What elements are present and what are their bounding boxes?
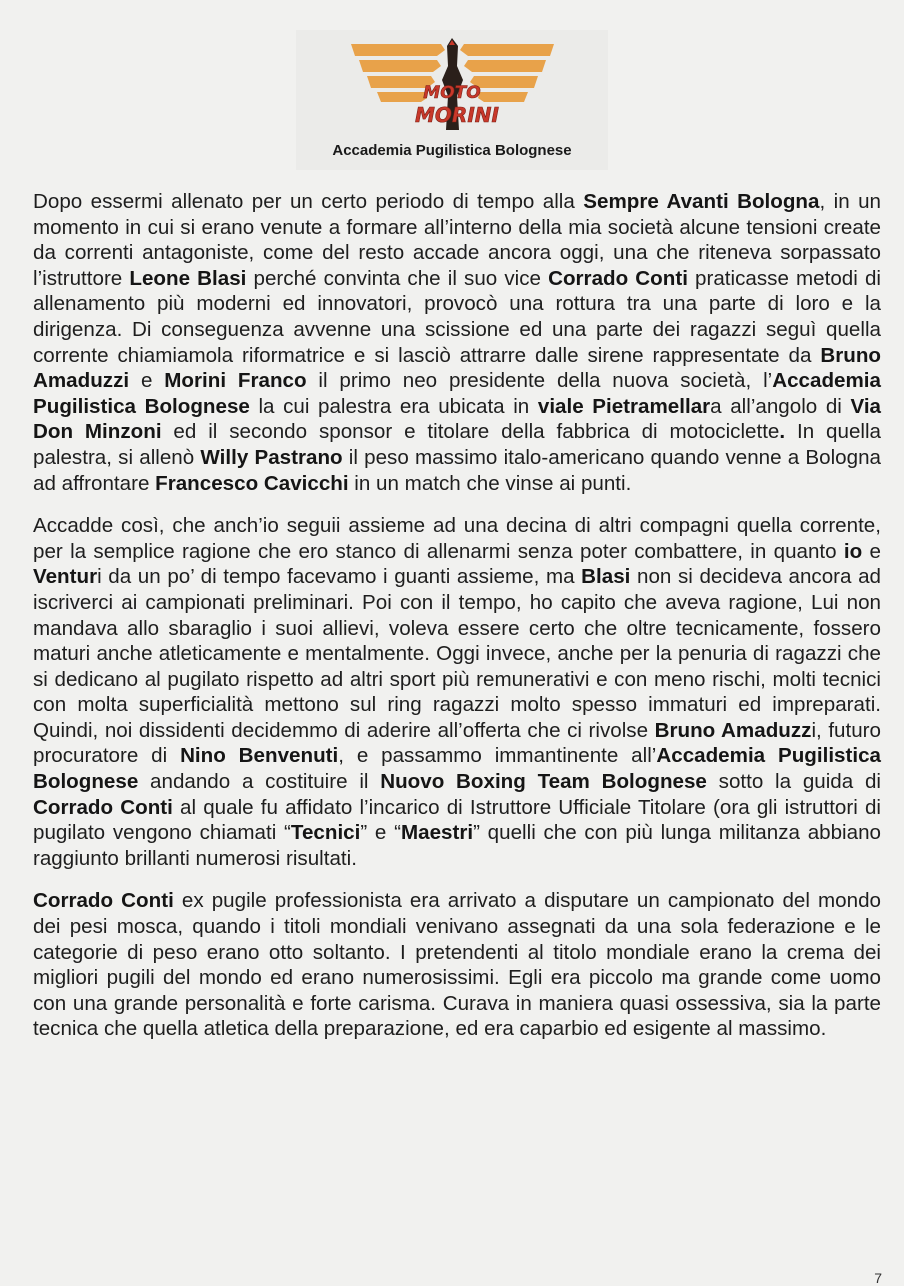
bold-text-run: Accademia Pugilistica Bolognese — [33, 369, 881, 418]
text-run: ex pugile professionista era arrivato a disputare un campionato del mondo dei pesi mosca, quando i titoli mondiali venivano assegnati da una sola federazione e le categorie di peso erano otto soltanto. I pretendenti al titolo mondiale erano la crema dei migliori pugili del mondo ed erano numerosissimi. Egli era piccolo ma grande come uomo con una grande personalità e forte carisma. Curava in maniera quasi ossessiva, sia la parte tecnica che quella atletica della preparazione, ed era caparbio ed esigente al massimo. — [33, 889, 881, 1041]
text-run: praticasse metodi di allenamento più moderni ed innovatori, provocò una rottura tra una parte di loro e la dirigenza. Di conseguenza avvenne una scissione ed una parte dei ragazzi seguì quella corrente chiamiamola riformatrice e si lasciò attrarre dalle sirene rappresentate da — [33, 266, 881, 367]
bold-text-run: Morini Franco — [164, 369, 307, 393]
text-run: ” e “ — [360, 821, 401, 845]
bold-text-run: Corrado Conti — [33, 889, 174, 913]
text-run: in un match che vinse ai punti. — [348, 471, 632, 495]
document-header — [0, 0, 904, 170]
bold-text-run: Bruno Amaduzzi — [33, 343, 881, 393]
paragraph-2 — [33, 513, 881, 871]
text-run: sotto la guida di — [706, 770, 881, 794]
bold-text-run: Leone Blasi — [129, 266, 247, 290]
bold-text-run: Via Don Minzoni — [33, 394, 882, 444]
text-run: a all’angolo di — [710, 394, 851, 418]
text-run: , e passammo immantinente all’ — [338, 744, 657, 768]
bold-text-run: Accademia Pugilistica Bolognese — [33, 744, 881, 794]
bold-text-run: Sempre Avanti Bologna — [583, 190, 820, 213]
text-run: il primo neo presidente della nuova società, l’ — [306, 369, 773, 393]
logo-text-morini: MORINI — [415, 103, 499, 127]
bold-text-run: Nino Benvenuti — [180, 744, 339, 768]
text-run: andando a costituire il — [138, 770, 381, 794]
moto-morini-eagle-logo — [345, 36, 560, 136]
text-run: e — [862, 539, 881, 563]
bold-text-run: Corrado Conti — [33, 795, 173, 819]
text-run: la cui palestra era ubicata in — [249, 394, 538, 418]
text-run: ” quelli che con più lunga militanza abbiano raggiunto brillanti numerosi risultati. — [33, 821, 881, 870]
bold-text-run: viale Pietramellar — [537, 394, 711, 418]
paragraph-1 — [33, 189, 881, 496]
text-run: , in un momento in cui si erano venute a formare all’interno della mia società alcune tensioni create da correnti antagoniste, come del resto accade ancora oggi, una che riteneva sorpassato l’istruttore — [33, 190, 882, 290]
bold-text-run: Willy Pastrano — [200, 445, 343, 469]
bold-text-run: Corrado Conti — [548, 266, 688, 290]
bold-text-run: Bruno Amaduzz — [654, 718, 812, 742]
bold-text-run: Tecnici — [290, 821, 361, 845]
text-run: e — [129, 369, 165, 393]
text-run: non si decideva ancora ad iscriverci ai campionati preliminari. Poi con il tempo, ho capito che aveva ragione, Lui non mandava allo sbaraglio i suoi allievi, voleva essere certo che oltre tecnicamente, fossero maturi anche atleticamente e mentalmente. Oggi invece, anche per la penuria di ragazzi che si dedicano al pugilato rispetto ad altri sport più remunerativi e con meno rischi, molti tecnici con molta superficialità mettono sul ring ragazzi molto spesso immaturi ed impreparati. Quindi, noi dissidenti decidemmo di aderire all’offerta che ci rivolse — [33, 565, 881, 742]
document-body — [33, 189, 881, 1042]
bold-text-run: Ventur — [33, 565, 98, 589]
bold-text-run: Francesco Cavicchi — [155, 471, 349, 495]
text-run: perché convinta che il suo vice — [246, 266, 549, 290]
text-run: Accadde così, che anch’io seguii assieme ad una decina di altri compagni quella corrente, per la semplice ragione che ero stanco di allenarmi senza poter combattere, in quanto — [33, 514, 881, 563]
bold-text-run: Blasi — [581, 565, 631, 589]
page-number: 7 — [874, 1270, 882, 1286]
text-run: i, futuro procuratore di — [33, 718, 881, 768]
text-run: al quale fu affidato l’incarico di Istruttore Ufficiale Titolare (ora gli istruttori di pugilato vengono chiamati “ — [33, 795, 881, 845]
bold-text-run: . — [779, 420, 786, 444]
text-run: il peso massimo italo-americano quando venne a Bologna ad affrontare — [33, 445, 881, 495]
text-run: Dopo essermi allenato per un certo periodo di tempo alla — [33, 190, 584, 213]
academy-subtitle: Accademia Pugilistica Bolognese — [332, 142, 572, 159]
bold-text-run: Maestri — [400, 821, 474, 845]
text-run: In quella palestra, si allenò — [33, 420, 882, 469]
paragraph-3 — [33, 888, 881, 1042]
bold-text-run: Nuovo Boxing Team Bolognese — [380, 770, 707, 794]
text-run: i da un po’ di tempo facevamo i guanti assieme, ma — [97, 565, 582, 589]
logo-text-moto: MOTO — [423, 83, 481, 103]
bold-text-run: io — [843, 539, 863, 563]
text-run: ed il secondo sponsor e titolare della fabbrica di motociclette — [161, 420, 780, 444]
